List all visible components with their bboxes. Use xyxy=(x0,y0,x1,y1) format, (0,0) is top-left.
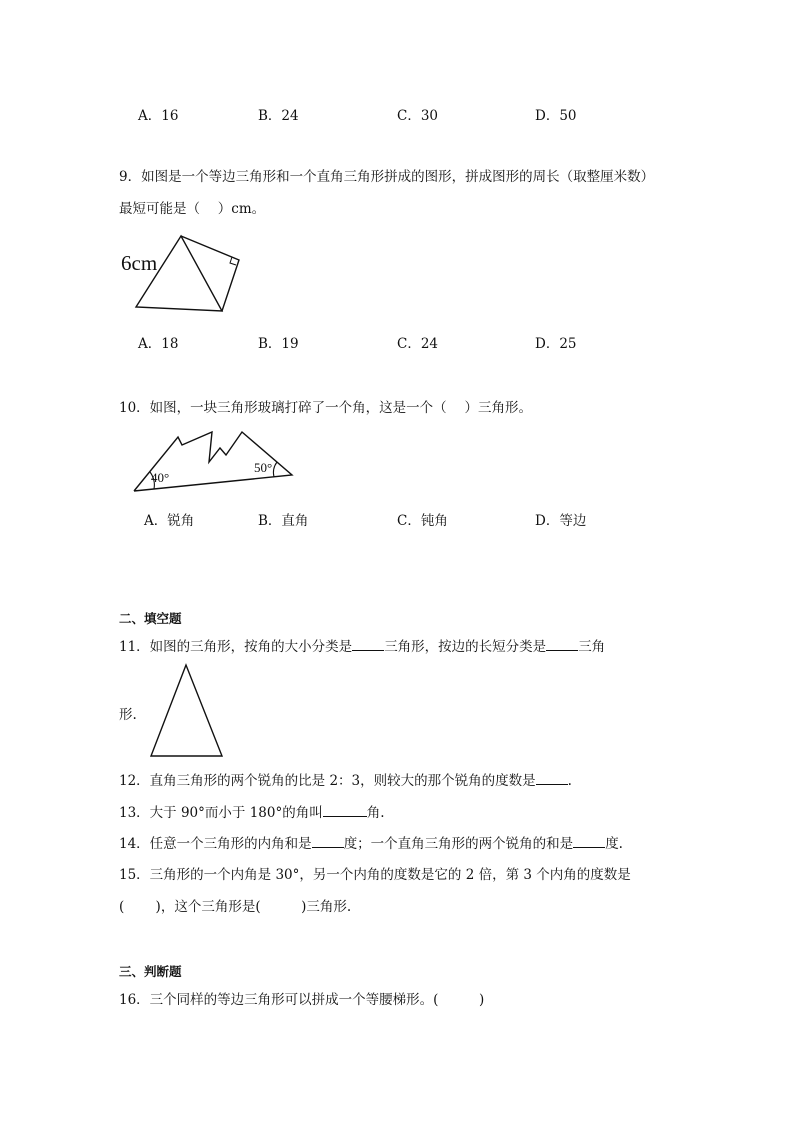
q13-text-2: 角. xyxy=(366,805,385,821)
right-angle-arc xyxy=(273,462,277,477)
q14-stem xyxy=(119,832,623,852)
q15-stem-line1: 15．三角形的一个内角是 30°，另一个内角的度数是它的 2 倍，第 3 个内角的度数是 xyxy=(119,867,631,883)
q13-blank xyxy=(323,804,367,817)
q14-text-2: 度；一个直角三角形的两个锐角的和是 xyxy=(343,836,574,852)
q11-text-3: 三角 xyxy=(578,639,606,655)
section-heading-fill-in: 二、填空题 xyxy=(119,611,182,626)
q11-figure xyxy=(148,662,228,758)
q9-option-b: B．19 xyxy=(258,336,299,352)
q13-text-1: 13．大于 90°而小于 180°的角叫 xyxy=(119,805,323,821)
q9-option-d: D．25 xyxy=(535,336,577,352)
q8-option-b: B．24 xyxy=(258,108,299,124)
q11-stem xyxy=(119,635,605,655)
q10-option-b: B．直角 xyxy=(258,513,309,529)
q10-option-a: A．锐角 xyxy=(144,513,195,529)
q10-figure xyxy=(130,425,300,495)
q11-text-2: 三角形，按边的长短分类是 xyxy=(384,639,547,655)
q8-option-c: C．30 xyxy=(397,108,439,124)
section-heading-true-false: 三、判断题 xyxy=(119,964,182,979)
q9-figure xyxy=(118,230,248,320)
q12-text-2: . xyxy=(567,773,572,789)
q11-stem-line2: 形. xyxy=(119,707,137,723)
q14-blank-1 xyxy=(312,835,344,848)
q8-option-a: A．16 xyxy=(138,108,179,124)
q9-option-a: A．18 xyxy=(138,336,179,352)
q10-angle-left: 40° xyxy=(151,470,170,485)
q11-blank-1 xyxy=(352,638,384,651)
q12-blank xyxy=(536,772,568,785)
q16-stem: 16．三个同样的等边三角形可以拼成一个等腰梯形。( ) xyxy=(119,992,485,1008)
q10-option-d: D．等边 xyxy=(535,513,587,529)
q12-text-1: 12．直角三角形的两个锐角的比是 2：3，则较大的那个锐角的度数是 xyxy=(119,773,536,789)
q10-angle-right: 50° xyxy=(254,460,273,475)
q9-side-label: 6cm xyxy=(121,251,158,275)
q9-stem-line1: 9．如图是一个等边三角形和一个直角三角形拼成的图形，拼成图形的周长（取整厘米数） xyxy=(119,169,655,185)
q13-stem xyxy=(119,801,385,821)
q10-stem: 10．如图，一块三角形玻璃打碎了一个角，这是一个（ ）三角形。 xyxy=(119,400,532,416)
q14-text-1: 14．任意一个三角形的内角和是 xyxy=(119,836,312,852)
q8-option-d: D．50 xyxy=(535,108,577,124)
q10-option-c: C．钝角 xyxy=(397,513,448,529)
q14-blank-2 xyxy=(573,835,605,848)
q11-blank-2 xyxy=(546,638,578,651)
isosceles-triangle xyxy=(151,665,222,756)
q14-text-3: 度. xyxy=(605,836,623,852)
q15-stem-line2: ( )，这个三角形是( )三角形. xyxy=(119,899,352,915)
right-triangle xyxy=(181,236,239,311)
q12-stem xyxy=(119,769,572,789)
q11-text-1: 11．如图的三角形，按角的大小分类是 xyxy=(119,639,353,655)
q9-option-c: C．24 xyxy=(397,336,439,352)
q9-stem-line2: 最短可能是（ ）cm。 xyxy=(119,201,266,217)
